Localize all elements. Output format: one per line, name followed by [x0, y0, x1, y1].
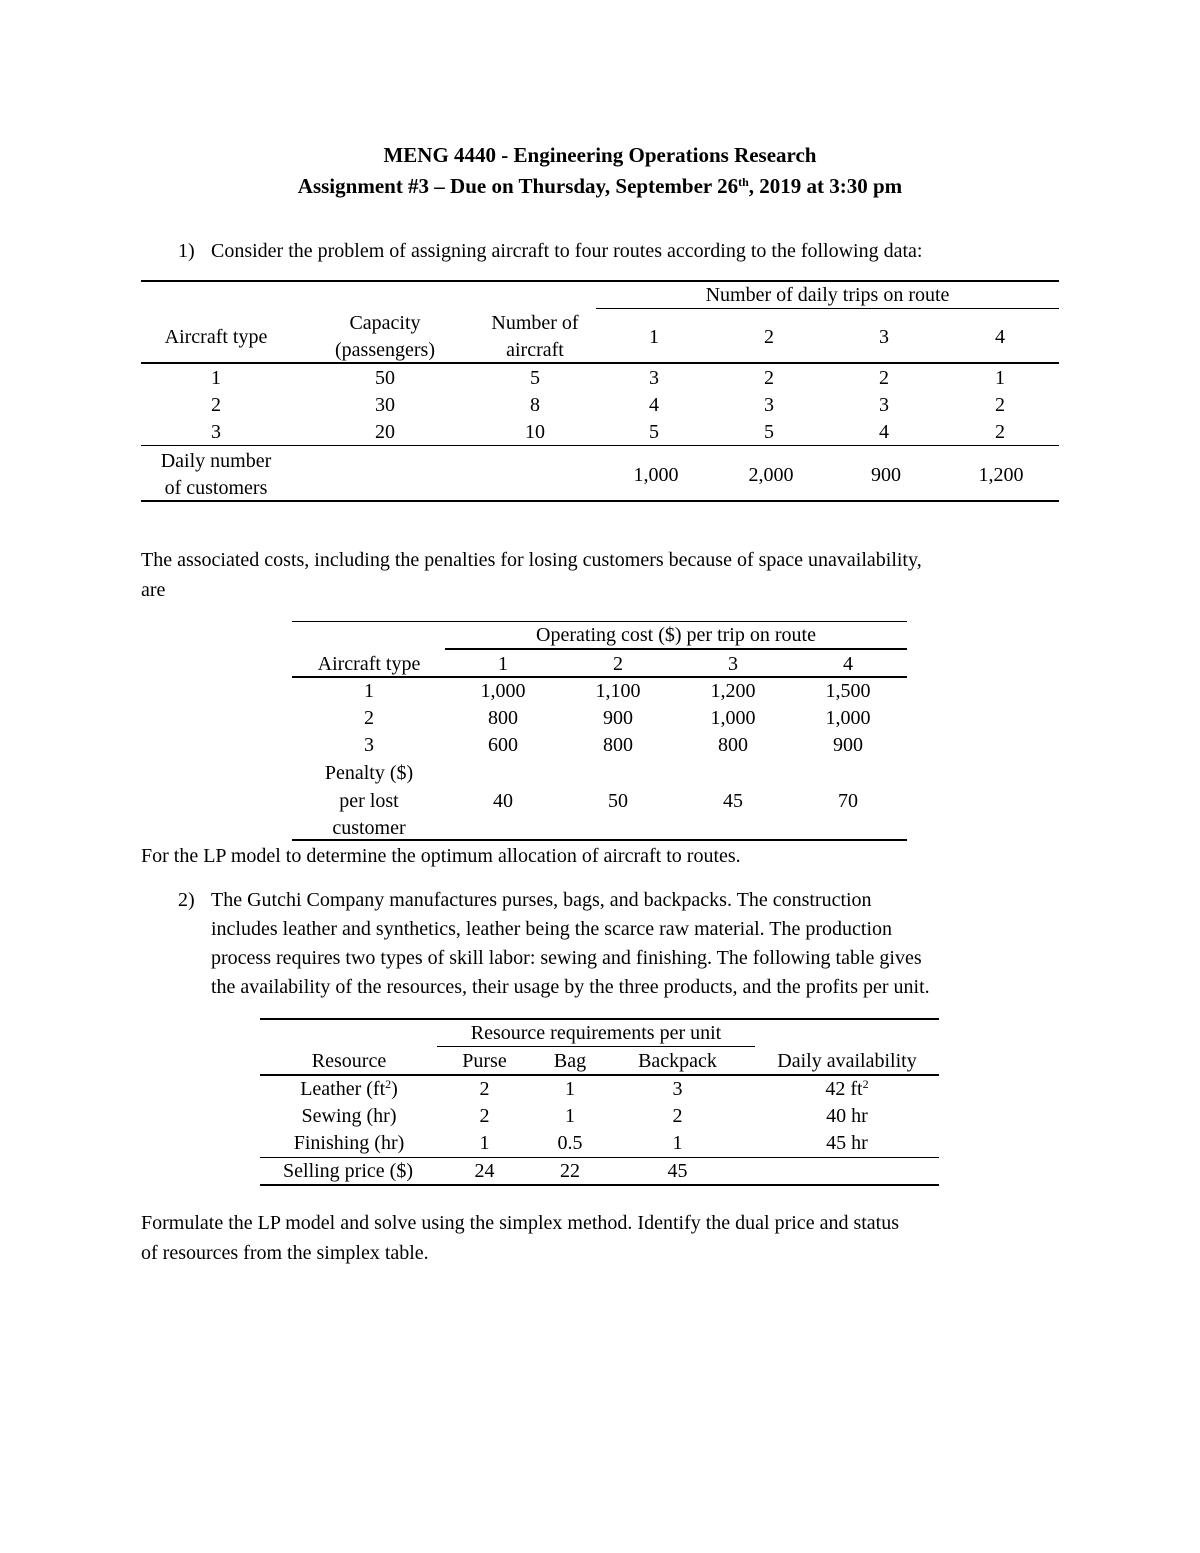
table1-cell: 10 — [525, 421, 545, 443]
table2-cell: 3 — [364, 734, 374, 756]
table2-cell: 900 — [603, 707, 633, 729]
table1-cell: 1 — [995, 367, 1005, 389]
table3-cell: 0.5 — [557, 1132, 583, 1154]
table3-col-availability: Daily availability — [777, 1050, 917, 1072]
table1-group-header: Number of daily trips on route — [705, 284, 950, 306]
table1-cell: 5 — [764, 421, 774, 443]
assignment-line: Assignment #3 – Due on Thursday, September 26th, 2019 at 3:30 pm — [297, 174, 903, 198]
table2-col-aircraft: Aircraft type — [317, 653, 421, 675]
table1-cell: 2 — [211, 394, 221, 416]
q1-conclusion: For the LP model to determine the optimum allocation of aircraft to routes. — [141, 845, 741, 867]
table3-price-label: Selling price ($) — [283, 1160, 413, 1182]
table2-penalty-value: 45 — [723, 790, 743, 812]
table2-penalty-label: customer — [332, 817, 406, 839]
table2-cell: 800 — [603, 734, 633, 756]
table1-col-aircraft: Aircraft type — [164, 326, 268, 348]
table1-customers-rule — [141, 445, 1059, 446]
table1-col-number: Number of — [491, 312, 579, 334]
table2-penalty-value: 40 — [493, 790, 513, 812]
table1-cell: 5 — [649, 421, 659, 443]
table2-cell: 1,000 — [710, 707, 756, 729]
table2-cell: 800 — [488, 707, 518, 729]
table1-col-capacity: Capacity — [349, 312, 421, 334]
q1-number: 1) — [178, 240, 195, 262]
cost-intro: The associated costs, including the penalties for losing customers because of space unavailability, are — [141, 549, 922, 601]
table2-group-rule — [445, 648, 907, 650]
table2-cell: 800 — [718, 734, 748, 756]
table1-cell: 3 — [764, 394, 774, 416]
table1-route-header: 2 — [764, 326, 774, 348]
table2-penalty-label: per lost — [339, 790, 399, 812]
table3-cell: 1 — [565, 1078, 575, 1100]
table3-group-rule — [437, 1046, 755, 1047]
table1-route-header: 4 — [995, 326, 1005, 348]
table1-cell: 3 — [211, 421, 221, 443]
table1-cell: 20 — [375, 421, 395, 443]
table3-bottom-rule — [260, 1184, 939, 1186]
table1-cell: 8 — [530, 394, 540, 416]
table3-resource-label: Finishing (hr) — [293, 1132, 405, 1154]
table2-penalty-value: 50 — [608, 790, 628, 812]
table1-col-capacity: (passengers) — [335, 339, 435, 361]
q2-text-line: process requires two types of skill labor: sewing and finishing. The following table gives — [211, 947, 922, 969]
q2-closing-line: Formulate the LP model and solve using the simplex method. Identify the dual price and status — [141, 1212, 899, 1234]
table2-cell: 1 — [364, 680, 374, 702]
q2-text-line: the availability of the resources, their usage by the three products, and the profits per unit. — [211, 976, 930, 998]
table3-col-product: Purse — [462, 1050, 507, 1072]
table1-customers-label: of customers — [164, 477, 268, 499]
table3-cell: 1 — [672, 1132, 683, 1154]
table3-cell: 3 — [672, 1078, 683, 1100]
table2-route-header: 2 — [613, 653, 623, 675]
table2-route-header: 3 — [728, 653, 738, 675]
table3-price-value: 22 — [560, 1160, 580, 1182]
table1-cell: 2 — [764, 367, 774, 389]
table3-group-header: Resource requirements per unit — [470, 1022, 722, 1044]
table2-cell: 1,200 — [710, 680, 756, 702]
table1-col-number: aircraft — [506, 339, 564, 361]
q2-closing-line: of resources from the simplex table. — [141, 1242, 429, 1264]
table1-customers-value: 1,000 — [633, 464, 679, 486]
table2-penalty-value: 70 — [838, 790, 858, 812]
table3-resource-label: Sewing (hr) — [301, 1105, 397, 1127]
table1-customers-value: 2,000 — [748, 464, 794, 486]
table3-cell: 2 — [479, 1105, 490, 1127]
table2-penalty-label: Penalty ($) — [324, 762, 414, 784]
table2-group-header: Operating cost ($) per trip on route — [536, 624, 816, 646]
table3-price-value: 24 — [474, 1160, 495, 1182]
table1-cell: 30 — [375, 394, 395, 416]
table1-cell: 2 — [995, 421, 1005, 443]
table1-cell: 4 — [649, 394, 659, 416]
table1-cell: 2 — [879, 367, 889, 389]
q2-text-line: includes leather and synthetics, leather being the scarce raw material. The production — [211, 918, 893, 940]
table2-route-header: 1 — [498, 653, 508, 675]
course-title: MENG 4440 - Engineering Operations Research — [383, 143, 817, 167]
table1-header-rule — [141, 362, 1059, 364]
table3-cell: 2 — [479, 1078, 490, 1100]
table1-customers-label: Daily number — [160, 450, 272, 472]
table3-resource-label: Leather $(ft^2)$ — [300, 1077, 398, 1100]
table2-cell: 1,500 — [825, 680, 871, 702]
table3-availability: 45 hr — [826, 1132, 868, 1154]
table1-cell: 1 — [211, 367, 221, 389]
table2-cell: 600 — [488, 734, 518, 756]
table2-cell: 1,100 — [595, 680, 641, 702]
table1-route-header: 1 — [649, 326, 659, 348]
table2-route-header: 4 — [843, 653, 853, 675]
table3-col-product: Bag — [553, 1050, 587, 1072]
table2-cell: 1,000 — [825, 707, 871, 729]
table3-availability: 42 $ft^2$ — [825, 1077, 869, 1100]
table1-route-header: 3 — [879, 326, 889, 348]
q2-number: 2) — [178, 889, 195, 911]
table3-col-product: Backpack — [638, 1050, 717, 1072]
table1-cell: 3 — [879, 394, 889, 416]
table1-cell: 5 — [530, 367, 540, 389]
table1-customers-value: 1,200 — [978, 464, 1024, 486]
q1-text: Consider the problem of assigning aircraft to four routes according to the following data: — [211, 240, 923, 262]
table1-cell: 4 — [879, 421, 889, 443]
table3-cell: 1 — [565, 1105, 575, 1127]
table1-bottom-rule — [141, 500, 1059, 502]
table3-cell: 1 — [479, 1132, 490, 1154]
q2-text-line: The Gutchi Company manufactures purses, bags, and backpacks. The construction — [211, 889, 872, 911]
table2-cell: 2 — [364, 707, 374, 729]
table1-cell: 2 — [995, 394, 1005, 416]
table1-cell: 50 — [375, 367, 395, 389]
table3-col-resource: Resource — [311, 1050, 387, 1072]
table3-cell: 2 — [672, 1105, 683, 1127]
table1-group-rule — [596, 308, 1059, 309]
table2-cell: 900 — [833, 734, 863, 756]
table1-customers-value: 900 — [871, 464, 901, 486]
table1-cell: 3 — [649, 367, 659, 389]
table3-price-value: 45 — [667, 1160, 688, 1182]
table2-cell: 1,000 — [480, 680, 526, 702]
table3-availability: 40 hr — [826, 1105, 868, 1127]
